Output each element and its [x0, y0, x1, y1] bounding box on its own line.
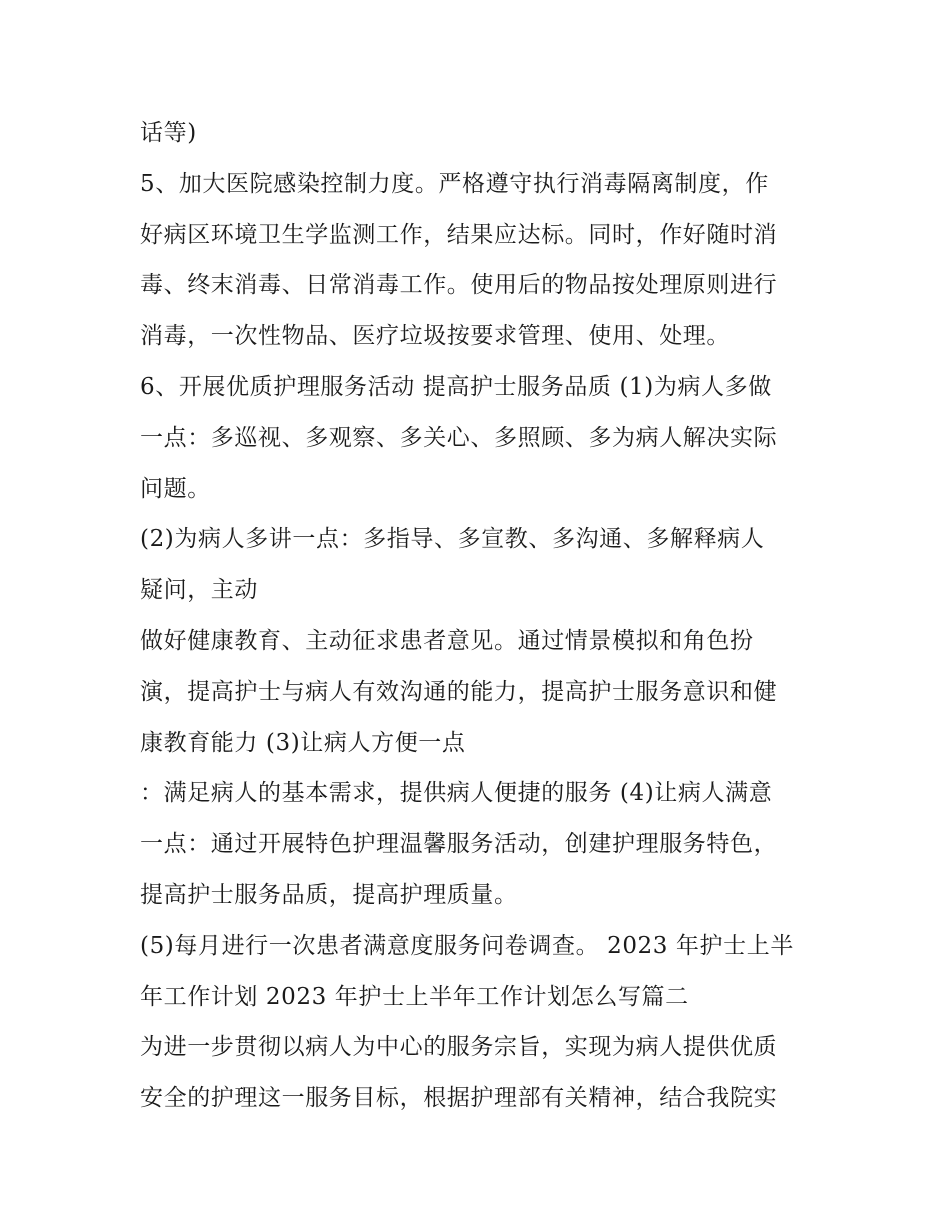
text-line: ：满足病人的基本需求，提供病人便捷的服务 (4)让病人满意	[140, 780, 773, 807]
text-line: (2)为病人多讲一点：多指导、多宣教、多沟通、多解释病人	[140, 526, 765, 553]
text-line: 话等)	[140, 120, 197, 146]
text-line: 年工作计划 2023 年护士上半年工作计划怎么写篇二	[140, 983, 689, 1010]
text-line: 消毒，一次性物品、医疗垃圾按要求管理、使用、处理。	[140, 323, 730, 350]
text-line: 疑问，主动	[140, 577, 258, 604]
text-line: 5、加大医院感染控制力度。严格遵守执行消毒隔离制度，作	[140, 170, 769, 197]
text-line: 为进一步贯彻以病人为中心的服务宗旨，实现为病人提供优质	[140, 1034, 778, 1061]
text-line: 6、开展优质护理服务活动 提高护士服务品质 (1)为病人多做	[140, 373, 772, 400]
text-line: 康教育能力 (3)让病人方便一点	[140, 729, 466, 756]
text-line: 提高护士服务品质，提高护理质量。	[140, 881, 518, 908]
text-line: 安全的护理这一服务目标，根据护理部有关精神，结合我院实	[140, 1085, 778, 1112]
text-line: (5)每月进行一次患者满意度服务问卷调查。 2023 年护士上半	[140, 932, 794, 959]
text-line: 演，提高护士与病人有效沟通的能力，提高护士服务意识和健	[140, 678, 778, 705]
text-line: 毒、终末消毒、日常消毒工作。使用后的物品按处理原则进行	[140, 272, 778, 299]
document-body	[140, 108, 820, 1124]
text-line: 一点：通过开展特色护理温馨服务活动，创建护理服务特色，	[140, 831, 778, 858]
text-line: 问题。	[140, 475, 211, 502]
text-line: 好病区环境卫生学监测工作，结果应达标。同时，作好随时消	[140, 221, 778, 248]
text-line: 一点：多巡视、多观察、多关心、多照顾、多为病人解决实际	[140, 424, 778, 451]
text-line: 做好健康教育、主动征求患者意见。通过情景模拟和角色扮	[140, 627, 754, 654]
